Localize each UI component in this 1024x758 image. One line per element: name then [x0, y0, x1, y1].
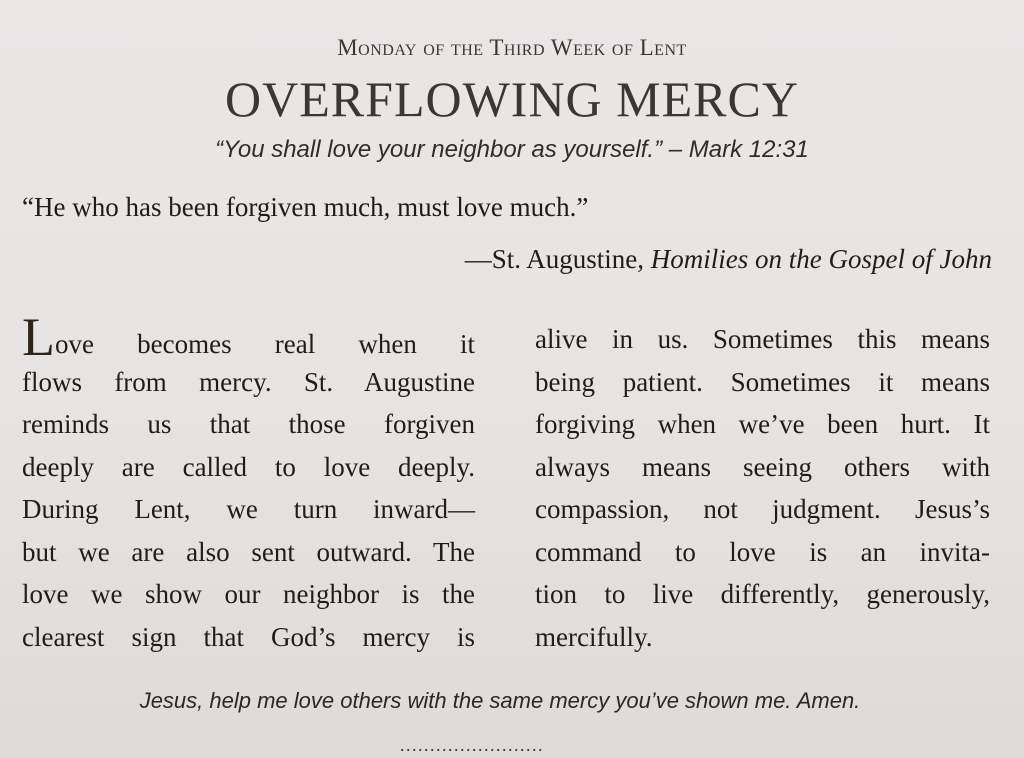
closing-prayer: Jesus, help me love others with the same mercy you’ve shown me. Amen. — [139, 688, 861, 713]
body-line: command to love is an invita- — [535, 536, 990, 567]
body-line: deeply are called to love deeply. — [22, 451, 475, 482]
attribution-author: —St. Augustine, — [464, 244, 651, 274]
epigraph-quote: “He who has been forgiven much, must love much.” — [22, 192, 589, 222]
body-column-left — [22, 307, 475, 658]
body-line: being patient. Sometimes it means — [535, 366, 990, 397]
dotted-divider: ........................ — [400, 735, 544, 755]
body-line: always means seeing others with — [535, 451, 990, 482]
body-line: but we are also sent outward. The — [22, 536, 475, 567]
body-line: flows from mercy. St. Augustine — [22, 366, 475, 397]
epigraph-attribution — [465, 244, 992, 275]
body-column-right — [535, 318, 990, 658]
body-line: mercifully. — [535, 621, 653, 652]
body-line — [22, 307, 475, 367]
day-heading: Monday of the Third Week of Lent — [337, 35, 687, 60]
body-line-text: ove becomes real when it — [55, 329, 475, 359]
body-line: alive in us. Sometimes this means — [535, 324, 990, 354]
body-line: clearest sign that God’s mercy is — [22, 621, 475, 652]
body-line: reminds us that those forgiven — [22, 409, 475, 439]
scripture-verse: “You shall love your neighbor as yourself.” – Mark 12:31 — [215, 136, 809, 163]
body-line: love we show our neighbor is the — [22, 579, 475, 609]
body-line: tion to live differently, generously, — [535, 579, 990, 609]
body-line: During Lent, we turn inward— — [22, 494, 475, 524]
attribution-work-title: Homilies on the Gospel of John — [650, 244, 992, 274]
body-line: compassion, not judgment. Jesus’s — [535, 494, 990, 524]
page-title: OVERFLOWING MERCY — [225, 71, 799, 127]
body-line: forgiving when we’ve been hurt. It — [535, 409, 990, 439]
drop-cap: L — [22, 307, 55, 367]
